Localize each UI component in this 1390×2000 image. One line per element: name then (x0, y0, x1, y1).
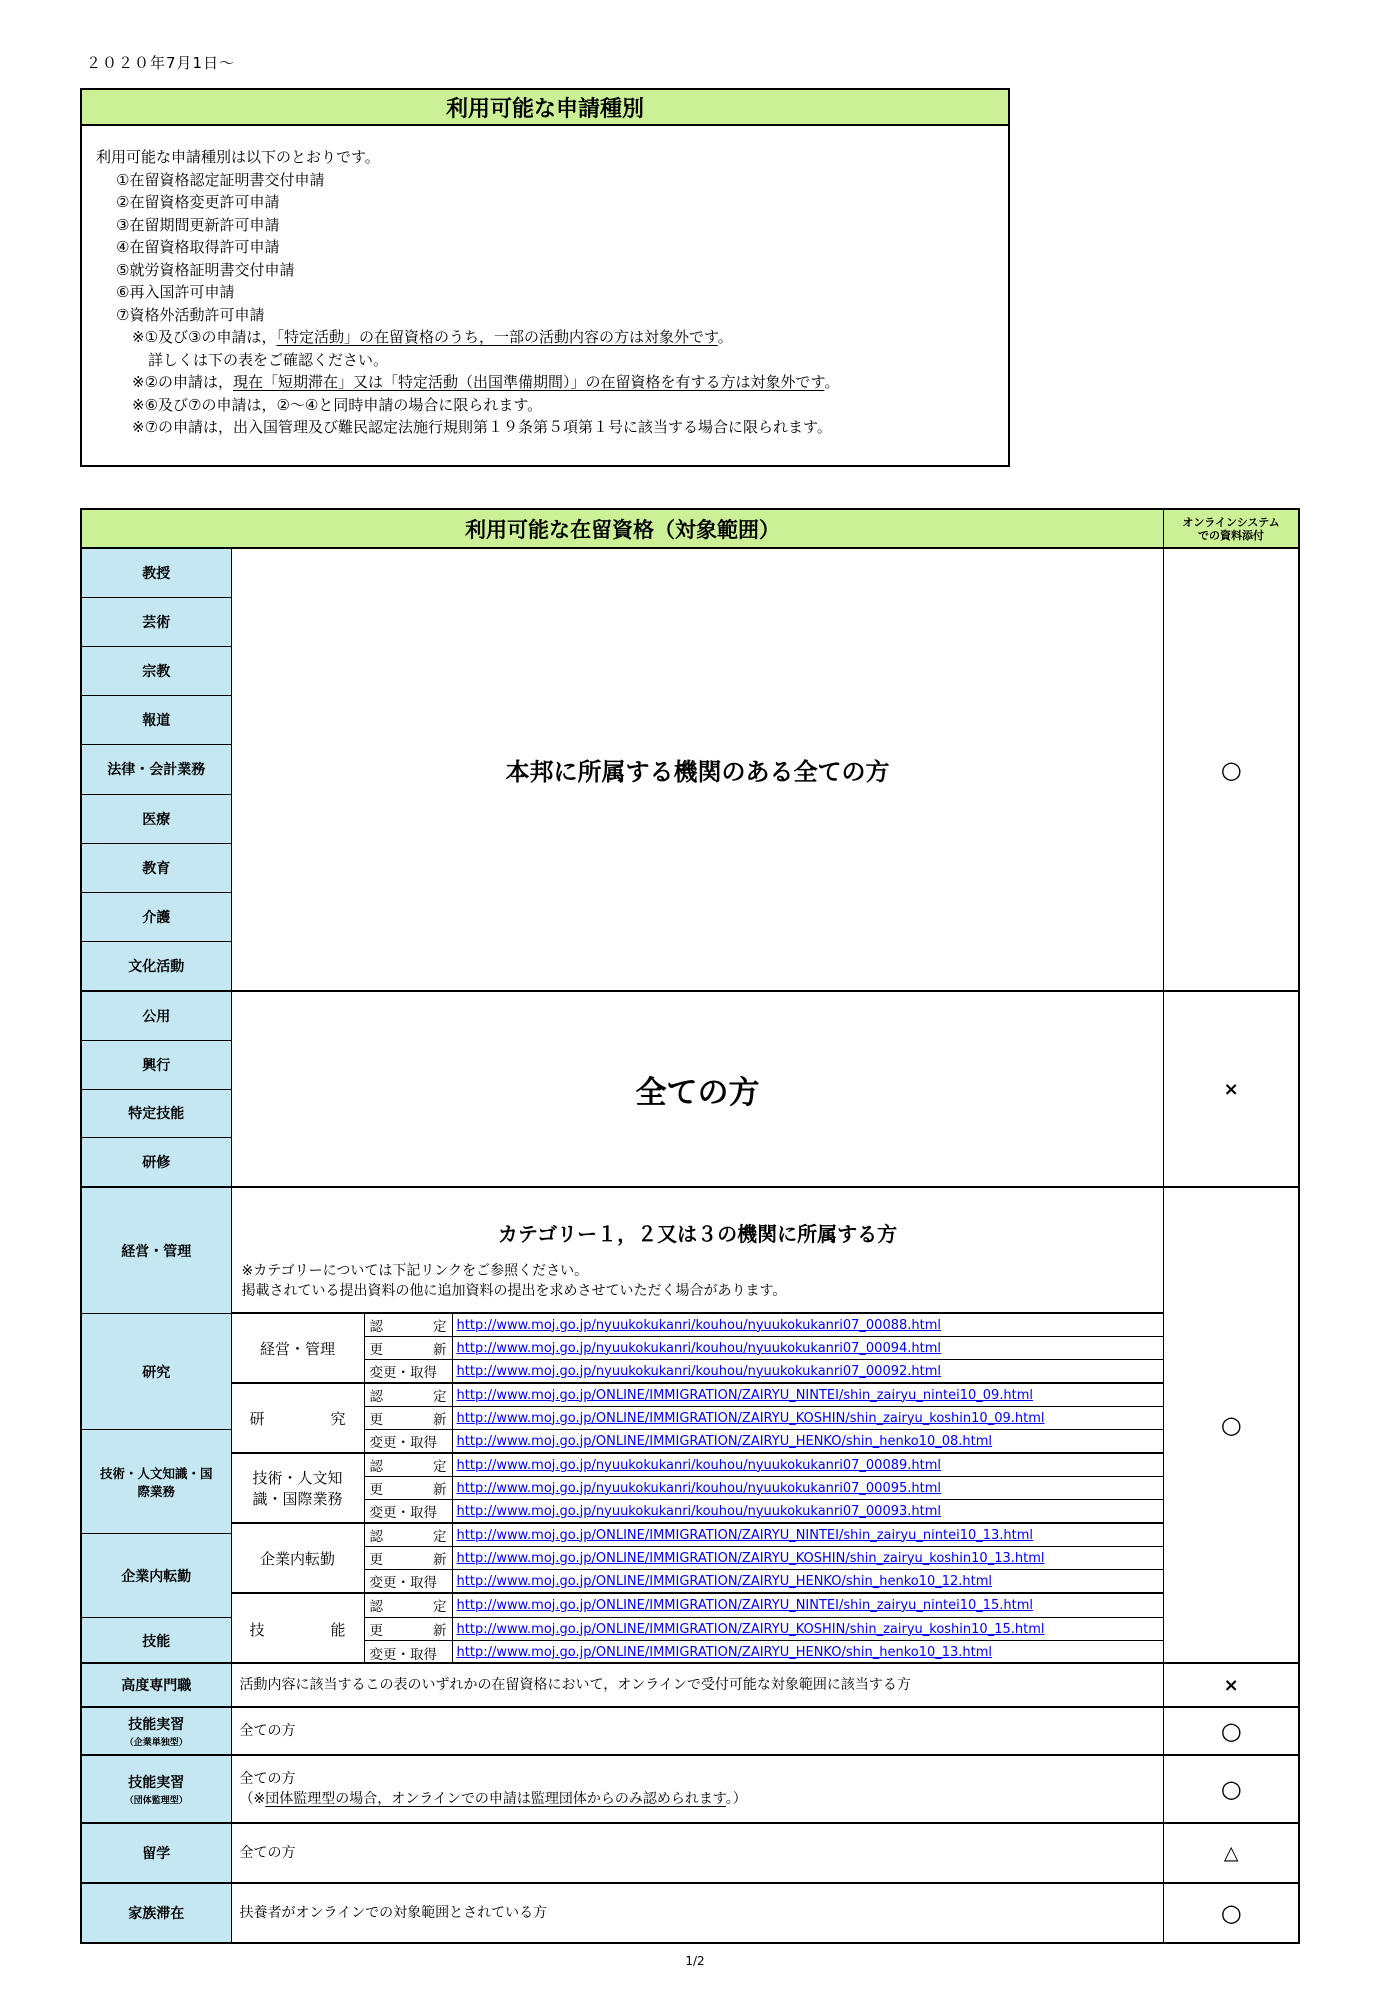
status-column (82, 1756, 232, 1822)
status-cell: 技能 (142, 1634, 171, 1650)
status-column (82, 1188, 232, 1662)
status-cell: 芸術 (82, 598, 231, 647)
application-type-item: ②在留資格変更許可申請 (116, 193, 280, 211)
procedure-link[interactable]: http://www.moj.go.jp/ONLINE/IMMIGRATION/ZAIRYU_KOSHIN/shin_zairyu_koshin10_15.html (456, 1621, 1045, 1637)
category-note: 掲載されている提出資料の他に追加資料の提出を求めさせていただく場合があります。 (241, 1283, 787, 1299)
procedure-link[interactable]: http://www.moj.go.jp/ONLINE/IMMIGRATION/ZAIRYU_NINTEI/shin_zairyu_nintei10_15.html (456, 1597, 1034, 1613)
status-column (82, 1824, 232, 1882)
link-group-kenkyu (232, 1384, 1164, 1454)
application-type-item: ⑤就労資格証明書交付申請 (116, 260, 295, 279)
table-title: 利用可能な在留資格（対象範囲） (82, 510, 1164, 547)
status-cell: 技能実習 （団体監理型） (124, 1775, 188, 1806)
scope-cell (232, 1188, 1165, 1662)
page-number: 1/2 (685, 1954, 705, 1968)
status-cell: 特定技能 (82, 1090, 231, 1139)
procedure-link[interactable]: http://www.moj.go.jp/ONLINE/IMMIGRATION/ZAIRYU_KOSHIN/shin_zairyu_koshin10_13.html (456, 1550, 1045, 1566)
group-category (82, 1186, 1298, 1662)
table-header-row (82, 510, 1298, 547)
link-row (365, 1547, 1164, 1570)
dantai-note: （※団体監理型の場合，オンラインでの申請は監理団体からのみ認められます。） (239, 1791, 747, 1807)
application-type-item: ④在留資格取得許可申請 (116, 238, 280, 256)
effective-date: ２０２０年7月1日～ (86, 54, 236, 72)
category-note: ※カテゴリーについては下記リンクをご参照ください。 (241, 1263, 589, 1279)
procedure-type: 認 定 (365, 1594, 453, 1617)
procedure-type: 変更・取得 (365, 1430, 453, 1452)
procedure-type: 認 定 (365, 1384, 453, 1406)
note-line: ※⑥及び⑦の申請は，②～④と同時申請の場合に限られます。 (132, 395, 543, 414)
scope-cell: 全ての方 (232, 1824, 1165, 1882)
status-cell: 技能実習 （企業単独型） (124, 1717, 188, 1748)
status-cell: 経営・管理 (82, 1188, 231, 1314)
status-cell: 教育 (82, 844, 231, 893)
scope-cell: 扶養者がオンラインでの対象範囲とされている方 (232, 1884, 1165, 1942)
status-cell: 家族滞在 (128, 1906, 185, 1922)
link-row (365, 1337, 1164, 1360)
note-line: 詳しくは下の表をご確認ください。 (148, 350, 389, 369)
link-row (365, 1618, 1164, 1642)
status-cell: 公用 (82, 992, 231, 1041)
procedure-type: 認 定 (365, 1314, 453, 1336)
attachment-mark: ○ (1220, 1717, 1242, 1745)
procedure-link[interactable]: http://www.moj.go.jp/nyuukokukanri/kouhou/nyuukokukanri07_00093.html (456, 1503, 942, 1519)
procedure-type: 変更・取得 (365, 1360, 453, 1382)
note-line: ※②の申請は，現在「短期滞在」又は「特定活動（出国準備期間）」の在留資格を有する方は対象外です。 (132, 373, 840, 391)
subcategory-label: 研 究 (232, 1384, 365, 1452)
application-type-item: ⑦資格外活動許可申請 (116, 305, 265, 324)
scope-cell: 全ての方 (232, 1708, 1165, 1754)
link-row (365, 1407, 1164, 1430)
link-group-gino (232, 1594, 1164, 1664)
status-cell: 介護 (82, 893, 231, 942)
status-cell: 興行 (82, 1041, 231, 1090)
application-types-body (82, 126, 1008, 439)
procedure-link[interactable]: http://www.moj.go.jp/nyuukokukanri/kouhou/nyuukokukanri07_00094.html (456, 1340, 942, 1356)
link-row (365, 1430, 1164, 1452)
attachment-mark: × (1223, 1674, 1239, 1696)
link-row (365, 1500, 1164, 1522)
procedure-type: 認 定 (365, 1524, 453, 1546)
note-line: ※①及び③の申請は，「特定活動」の在留資格のうち，一部の活動内容の方は対象外です。 (132, 328, 733, 346)
status-cell: 研究 (82, 1314, 231, 1430)
application-type-item: ①在留資格認定証明書交付申請 (116, 170, 325, 189)
attachment-mark: ○ (1220, 1411, 1242, 1439)
attachment-mark: △ (1223, 1842, 1239, 1864)
link-group-kigyonai-tenkin (232, 1524, 1164, 1594)
status-cell: 医療 (82, 795, 231, 844)
note-line: ※⑦の申請は，出入国管理及び難民認定法施行規則第１９条第５項第１号に該当する場合に限られます。 (132, 418, 832, 436)
category-scope-title: カテゴリー１，２又は３の機関に所属する方 (497, 1222, 898, 1246)
procedure-type: 変更・取得 (365, 1500, 453, 1522)
attachment-mark: × (1223, 1078, 1239, 1100)
procedure-type: 更 新 (365, 1407, 453, 1429)
group-institution (82, 547, 1298, 990)
procedure-type: 変更・取得 (365, 1641, 453, 1664)
status-cell: 法律・会計業務 (82, 745, 231, 794)
status-column (82, 1664, 232, 1706)
procedure-link[interactable]: http://www.moj.go.jp/ONLINE/IMMIGRATION/ZAIRYU_HENKO/shin_henko10_08.html (456, 1433, 993, 1449)
attachment-mark: ○ (1220, 1775, 1242, 1803)
status-cell: 高度専門職 (121, 1678, 192, 1694)
subcategory-label: 技 能 (232, 1594, 365, 1664)
link-row (365, 1570, 1164, 1592)
status-column (82, 1708, 232, 1754)
status-column (82, 549, 232, 990)
status-column (82, 1884, 232, 1942)
procedure-link[interactable]: http://www.moj.go.jp/nyuukokukanri/kouhou/nyuukokukanri07_00095.html (456, 1480, 942, 1496)
procedure-link[interactable]: http://www.moj.go.jp/ONLINE/IMMIGRATION/ZAIRYU_HENKO/shin_henko10_12.html (456, 1573, 993, 1589)
status-cell: 教授 (82, 549, 231, 598)
row-gino-jisshu-dantai (82, 1754, 1298, 1822)
procedure-type: 更 新 (365, 1547, 453, 1569)
status-cell: 文化活動 (128, 958, 185, 975)
procedure-link[interactable]: http://www.moj.go.jp/ONLINE/IMMIGRATION/ZAIRYU_NINTEI/shin_zairyu_nintei10_13.html (456, 1527, 1034, 1543)
status-cell: 研修 (142, 1155, 171, 1172)
application-type-item: ⑥再入国許可申請 (116, 283, 235, 301)
intro-text: 利用可能な申請種別は以下のとおりです。 (96, 148, 380, 166)
application-type-item: ③在留期間更新許可申請 (116, 215, 280, 234)
application-types-title: 利用可能な申請種別 (82, 90, 1008, 126)
attachment-mark: ○ (1220, 755, 1242, 784)
subcategory-label: 技術・人文知識・国際業務 (232, 1454, 365, 1522)
procedure-type: 更 新 (365, 1337, 453, 1359)
scope-cell: 活動内容に該当するこの表のいずれかの在留資格において，オンラインで受付可能な対象範囲に該当する方 (232, 1664, 1165, 1706)
status-cell: 宗教 (82, 647, 231, 696)
attachment-column-header: オンラインシステム での資料添付 (1182, 515, 1280, 542)
application-types-box (80, 88, 1010, 467)
group-everyone (82, 990, 1298, 1186)
link-row (365, 1384, 1164, 1407)
link-row (365, 1641, 1164, 1664)
status-cell: 報道 (82, 696, 231, 745)
procedure-type: 更 新 (365, 1477, 453, 1499)
residence-status-table (80, 508, 1300, 1944)
status-cell: 留学 (142, 1846, 171, 1862)
procedure-link[interactable]: http://www.moj.go.jp/nyuukokukanri/kouhou/nyuukokukanri07_00089.html (456, 1457, 942, 1473)
row-ryugaku (82, 1822, 1298, 1882)
procedure-links (232, 1314, 1164, 1664)
scope-cell: 本邦に所属する機関のある全ての方 (232, 549, 1165, 990)
link-row (365, 1594, 1164, 1618)
link-row (365, 1314, 1164, 1337)
row-gino-jisshu-kigyo (82, 1706, 1298, 1754)
procedure-link[interactable]: http://www.moj.go.jp/nyuukokukanri/kouhou/nyuukokukanri07_00092.html (456, 1363, 942, 1379)
scope-cell: 全ての方 （※団体監理型の場合，オンラインでの申請は監理団体からのみ認められます。） (232, 1756, 1165, 1822)
subcategory-label: 経営・管理 (232, 1314, 365, 1382)
attachment-mark: ○ (1220, 1899, 1242, 1927)
link-group-keiei-kanri (232, 1314, 1164, 1384)
link-row (365, 1454, 1164, 1477)
status-column (82, 992, 232, 1186)
category-scope-block (232, 1188, 1164, 1314)
link-row (365, 1360, 1164, 1382)
row-kazoku-taizai (82, 1882, 1298, 1942)
procedure-link[interactable]: http://www.moj.go.jp/ONLINE/IMMIGRATION/ZAIRYU_HENKO/shin_henko10_13.html (456, 1645, 993, 1661)
procedure-type: 認 定 (365, 1454, 453, 1476)
status-cell: 技術・人文知識・国際業務 (82, 1430, 231, 1534)
link-group-gijinkoku (232, 1454, 1164, 1524)
row-kodo-senmonshoku (82, 1662, 1298, 1706)
procedure-link[interactable]: http://www.moj.go.jp/ONLINE/IMMIGRATION/ZAIRYU_KOSHIN/shin_zairyu_koshin10_09.html (456, 1410, 1045, 1426)
procedure-link[interactable]: http://www.moj.go.jp/nyuukokukanri/kouhou/nyuukokukanri07_00088.html (456, 1317, 942, 1333)
scope-cell: 全ての方 (232, 992, 1165, 1186)
link-row (365, 1477, 1164, 1500)
status-cell: 企業内転勤 (82, 1534, 231, 1618)
link-row (365, 1524, 1164, 1547)
subcategory-label: 企業内転勤 (232, 1524, 365, 1592)
procedure-link[interactable]: http://www.moj.go.jp/ONLINE/IMMIGRATION/ZAIRYU_NINTEI/shin_zairyu_nintei10_09.html (456, 1387, 1034, 1403)
procedure-type: 更 新 (365, 1618, 453, 1641)
procedure-type: 変更・取得 (365, 1570, 453, 1592)
